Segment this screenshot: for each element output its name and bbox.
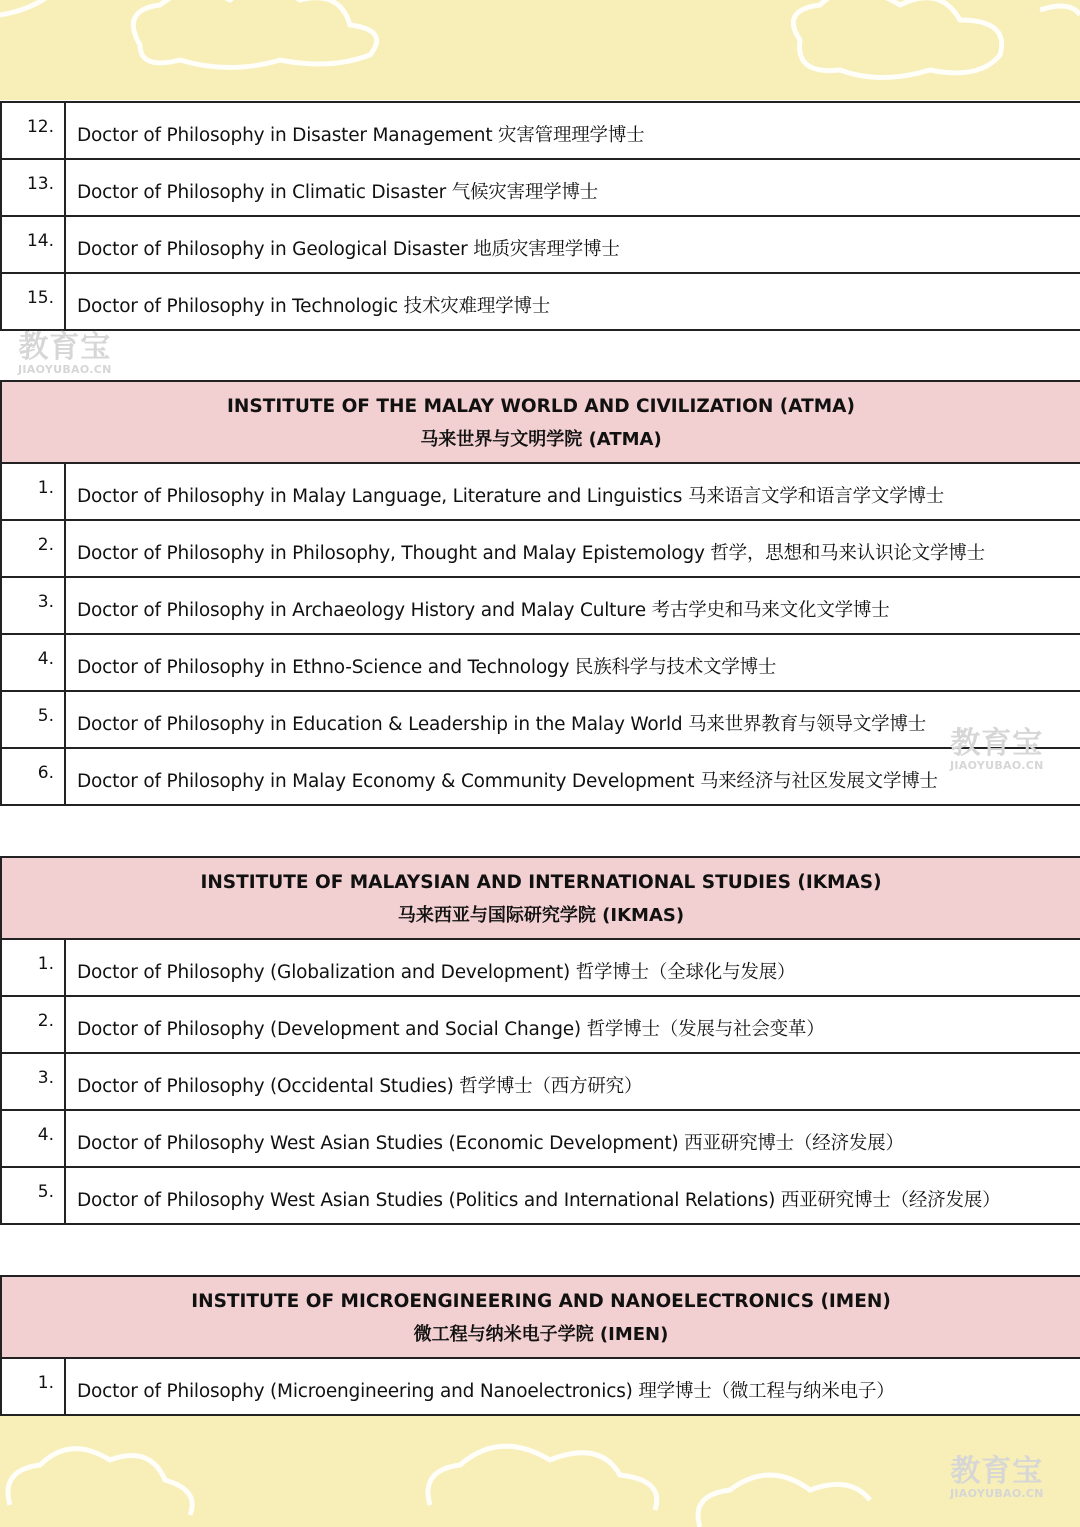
row-number: 14.: [0, 217, 66, 272]
section-title-en: INSTITUTE OF MALAYSIAN AND INTERNATIONAL STUDIES (IKMAS): [200, 872, 882, 893]
watermark-logo: [950, 1456, 1044, 1500]
program-name: Doctor of Philosophy (Occidental Studies) 哲学博士（西方研究）: [77, 1076, 643, 1097]
watermark-title: 教育宝: [18, 330, 112, 365]
program-name: Doctor of Philosophy in Ethno-Science and Technology 民族科学与技术文学博士: [77, 657, 777, 678]
section-title-en: INSTITUTE OF MICROENGINEERING AND NANOELECTRONICS (IMEN): [191, 1291, 891, 1312]
watermark-logo: [950, 728, 1044, 772]
row-number: 5.: [0, 1168, 66, 1223]
row-number: 4.: [0, 635, 66, 690]
watermark-url: JIAOYUBAO.CN: [950, 759, 1044, 772]
row-number: 12.: [0, 103, 66, 158]
table-row: [0, 1109, 1080, 1166]
section-title-zh: 马来西亚与国际研究学院 (IKMAS): [397, 905, 685, 926]
row-number: 3.: [0, 578, 66, 633]
section-header-ikmas: [0, 856, 1080, 938]
watermark-title: 教育宝: [950, 1454, 1044, 1489]
program-name: Doctor of Philosophy (Microengineering and Nanoelectronics) 理学博士（微工程与纳米电子）: [77, 1381, 895, 1402]
row-number: 6.: [0, 749, 66, 804]
program-name: Doctor of Philosophy in Archaeology History and Malay Culture 考古学史和马来文化文学博士: [77, 600, 890, 621]
row-number: 1.: [0, 1359, 66, 1414]
row-number: 1.: [0, 464, 66, 519]
program-name: Doctor of Philosophy West Asian Studies (Economic Development) 西亚研究博士（经济发展）: [77, 1133, 904, 1154]
program-name: Doctor of Philosophy in Education & Leadership in the Malay World 马来世界教育与领导文学博士: [77, 714, 927, 735]
table-row: [0, 519, 1080, 576]
row-number: 2.: [0, 997, 66, 1052]
watermark-url: JIAOYUBAO.CN: [18, 363, 112, 376]
row-number: 2.: [0, 521, 66, 576]
section-title-en: INSTITUTE OF THE MALAY WORLD AND CIVILIZATION (ATMA): [227, 396, 855, 417]
section-header-atma: [0, 380, 1080, 462]
table-row: [0, 938, 1080, 995]
program-name: Doctor of Philosophy in Geological Disaster 地质灾害理学博士: [77, 239, 620, 260]
section-title-zh: 微工程与纳米电子学院 (IMEN): [413, 1324, 669, 1345]
table-imen: [0, 1275, 1080, 1416]
table-row: [0, 633, 1080, 690]
row-number: 5.: [0, 692, 66, 747]
table-disaster: [0, 101, 1080, 331]
watermark-url: JIAOYUBAO.CN: [950, 1487, 1044, 1500]
table-atma: [0, 380, 1080, 806]
section-header-imen: [0, 1275, 1080, 1357]
section-title-zh: 马来世界与文明学院 (ATMA): [420, 429, 662, 450]
table-row: [0, 272, 1080, 331]
program-name: Doctor of Philosophy West Asian Studies (Politics and International Relations) 西亚研究博士（经济发展）: [77, 1190, 1001, 1211]
table-row: [0, 215, 1080, 272]
row-number: 3.: [0, 1054, 66, 1109]
row-number: 4.: [0, 1111, 66, 1166]
table-ikmas: [0, 856, 1080, 1225]
table-row: [0, 462, 1080, 519]
program-name: Doctor of Philosophy in Technologic 技术灾难理学博士: [77, 296, 551, 317]
watermark-title: 教育宝: [950, 726, 1044, 761]
table-row: [0, 747, 1080, 806]
table-row: [0, 158, 1080, 215]
table-row: [0, 1166, 1080, 1225]
program-name: Doctor of Philosophy in Disaster Management 灾害管理理学博士: [77, 125, 645, 146]
table-row: [0, 995, 1080, 1052]
program-name: Doctor of Philosophy in Malay Economy & Community Development 马来经济与社区发展文学博士: [77, 771, 938, 792]
table-row: [0, 576, 1080, 633]
table-row: [0, 101, 1080, 158]
table-row: [0, 690, 1080, 747]
row-number: 13.: [0, 160, 66, 215]
row-number: 15.: [0, 274, 66, 329]
program-name: Doctor of Philosophy in Philosophy, Thought and Malay Epistemology 哲学，思想和马来认识论文学博士: [77, 543, 985, 564]
watermark-logo: [18, 332, 112, 376]
table-row: [0, 1052, 1080, 1109]
program-name: Doctor of Philosophy in Malay Language, Literature and Linguistics 马来语言文学和语言学文学博士: [77, 486, 945, 507]
row-number: 1.: [0, 940, 66, 995]
program-name: Doctor of Philosophy in Climatic Disaster 气候灾害理学博士: [77, 182, 599, 203]
program-name: Doctor of Philosophy (Development and Social Change) 哲学博士（发展与社会变革）: [77, 1019, 825, 1040]
table-row: [0, 1357, 1080, 1416]
program-name: Doctor of Philosophy (Globalization and Development) 哲学博士（全球化与发展）: [77, 962, 796, 983]
